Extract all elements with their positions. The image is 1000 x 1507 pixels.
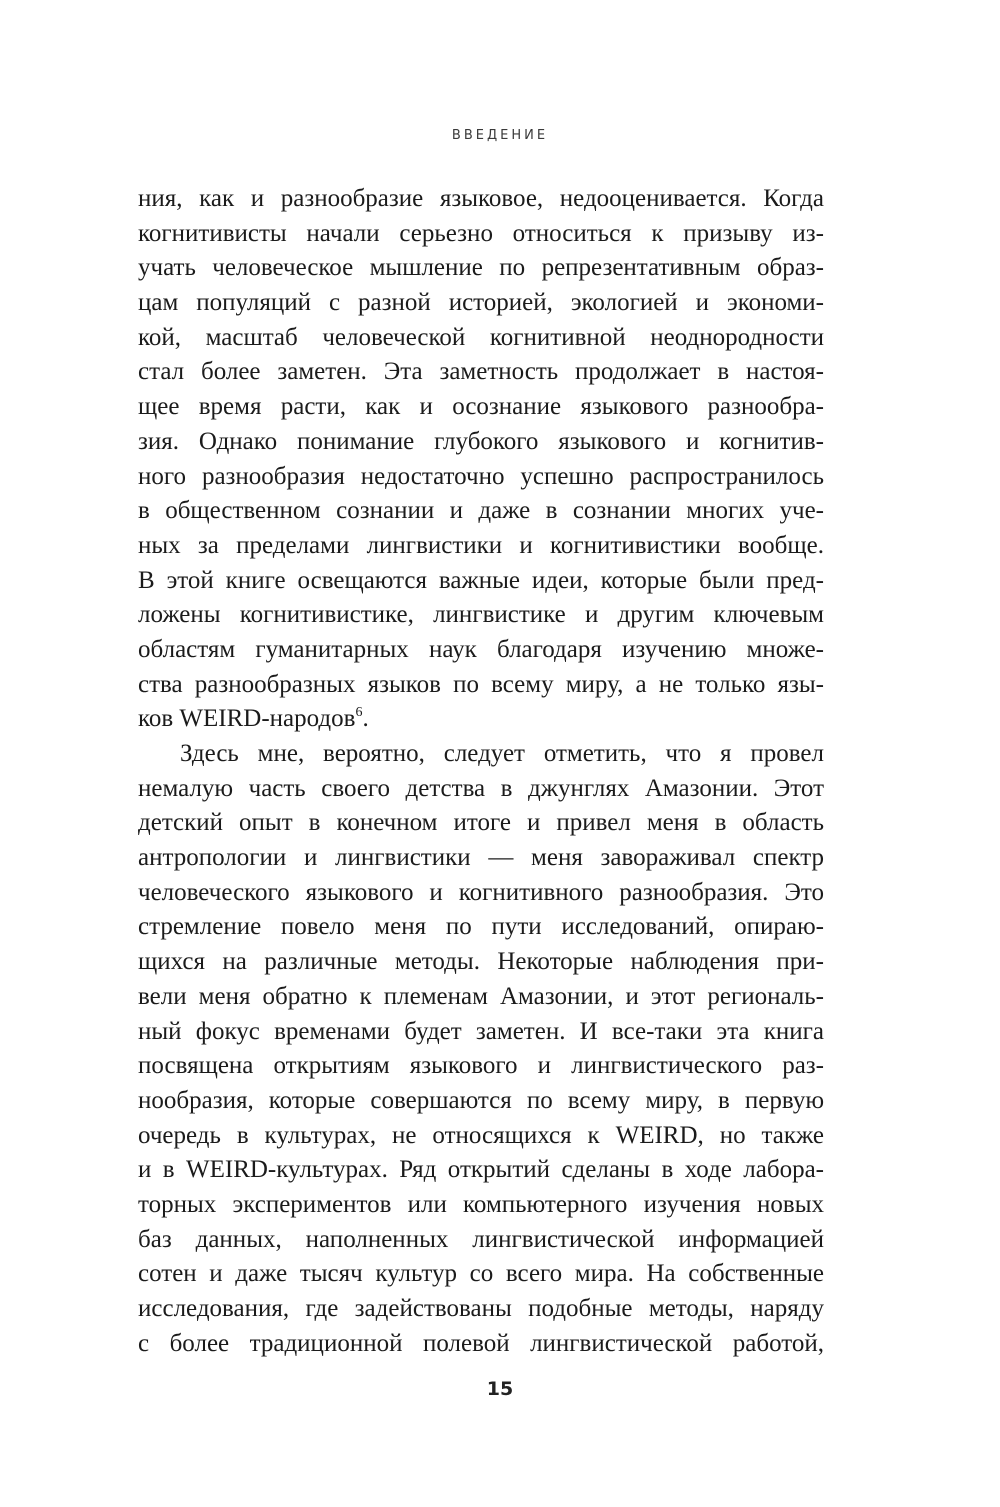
text-line: человеческого языкового и когнитивного разнообразия. Это — [138, 878, 824, 906]
paragraph-2 — [138, 737, 824, 1361]
text-line: ства разнообразных языков по всему миру, а не только язы- — [138, 670, 824, 698]
page-number: 15 — [486, 1378, 514, 1400]
text-line: баз данных, наполненных лингвистической информацией — [138, 1225, 824, 1253]
text-line-indented: Здесь мне, вероятно, следует отметить, что я провел — [180, 740, 824, 767]
text-line: ного разнообразия недостаточно успешно распространилось — [138, 462, 824, 490]
text-line: с более традиционной полевой лингвистической работой, — [138, 1329, 824, 1357]
text-line: сотен и даже тысяч культур со всего мира. На собственные — [138, 1260, 824, 1288]
text-line: детский опыт в конечном итоге и привел меня в область — [138, 809, 824, 837]
text-line: ных за пределами лингвистики и когнитивистики вообще. — [138, 531, 824, 559]
text-line: кой, масштаб человеческой когнитивной неоднородности — [138, 323, 824, 351]
text-line: В этой книге освещаются важные идеи, которые были пред- — [138, 566, 824, 594]
text-line: и в WEIRD-культурах. Ряд открытий сделаны в ходе лабора- — [138, 1156, 824, 1184]
text-line: ния, как и разнообразие языковое, недооценивается. Когда — [138, 185, 824, 212]
body-text — [138, 182, 824, 1361]
text-line: областям гуманитарных наук благодаря изучению множе- — [138, 635, 824, 663]
text-line: исследования, где задействованы подобные методы, наряду — [138, 1295, 824, 1322]
text-line: стал более заметен. Эта заметность продолжает в настоя- — [138, 358, 824, 386]
text-fragment: . — [362, 705, 369, 733]
text-line: в общественном сознании и даже в сознании многих уче- — [138, 497, 824, 525]
text-line: очередь в культурах, не относящихся к WEIRD, но также — [138, 1121, 824, 1149]
text-line: ный фокус временами будет заметен. И все-таки эта книга — [138, 1017, 824, 1045]
text-line: вели меня обратно к племенам Амазонии, и этот региональ- — [138, 982, 824, 1010]
text-line-last — [138, 702, 824, 737]
text-line: когнитивисты начали серьезно относиться к призыву из- — [138, 219, 824, 247]
text-line: немалую часть своего детства в джунглях Амазонии. Этот — [138, 774, 824, 802]
paragraph-1 — [138, 182, 824, 737]
text-line: учать человеческое мышление по репрезентативным образ- — [138, 254, 824, 282]
text-line: торных экспериментов или компьютерного изучения новых — [138, 1190, 824, 1218]
text-line: нообразия, которые совершаются по всему миру, в первую — [138, 1086, 824, 1114]
text-line: зия. Однако понимание глубокого языкового и когнитив- — [138, 427, 824, 455]
text-line: цам популяций с разной историей, экологией и экономи- — [138, 289, 824, 317]
text-line: ложены когнитивистике, лингвистике и другим ключевым — [138, 601, 824, 629]
text-line: щее время расти, как и осознание языкового разнообра- — [138, 393, 824, 421]
text-line: антропологии и лингвистики — меня завораживал спектр — [138, 844, 824, 872]
running-head: ВВЕДЕНИЕ — [451, 128, 549, 143]
text-line: щихся на различные методы. Некоторые наблюдения при- — [138, 948, 824, 976]
text-fragment: ков WEIRD-народов — [138, 705, 356, 733]
text-line: посвящена открытиям языкового и лингвистического раз- — [138, 1052, 824, 1080]
text-line: стремление повело меня по пути исследований, опираю- — [138, 913, 824, 941]
footnote-reference[interactable]: 6 — [355, 705, 363, 721]
